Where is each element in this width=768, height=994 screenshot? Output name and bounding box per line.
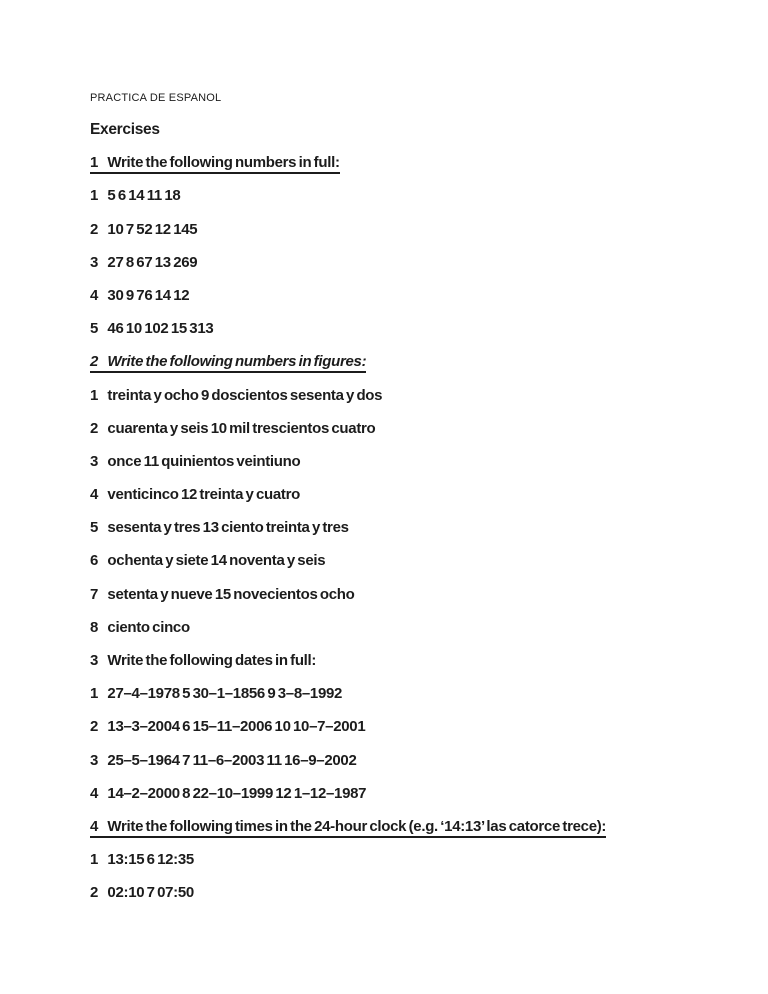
doc-line-number: 1 — [90, 187, 99, 205]
doc-line — [90, 553, 325, 569]
doc-line-number: 3 — [90, 452, 99, 470]
doc-line — [90, 155, 340, 174]
doc-line-number: 7 — [90, 585, 99, 603]
doc-line — [90, 487, 300, 503]
doc-line-number: 4 — [90, 286, 99, 304]
doc-line — [90, 288, 189, 304]
doc-line — [90, 786, 366, 802]
doc-row — [90, 187, 728, 203]
doc-line-text: 10 7 52 12 145 — [107, 220, 198, 238]
doc-line-text: 25–5–1964 7 11–6–2003 11 16–9–2002 — [107, 751, 357, 769]
doc-line — [90, 321, 213, 337]
doc-line — [90, 653, 316, 669]
doc-row — [90, 619, 728, 635]
doc-line-text: 27 8 67 13 269 — [107, 253, 198, 271]
doc-row — [90, 884, 728, 900]
doc-line-number: 1 — [90, 851, 99, 869]
doc-line-number: 1 — [90, 386, 99, 404]
doc-line-number: 4 — [90, 817, 99, 835]
doc-row — [90, 685, 728, 701]
doc-line — [90, 686, 342, 702]
doc-row — [90, 519, 728, 535]
doc-line-text: treinta y ocho 9 doscientos sesenta y dos — [107, 386, 383, 404]
doc-line-number: 2 — [90, 884, 99, 902]
doc-row — [90, 652, 728, 668]
doc-line-number: 4 — [90, 486, 99, 504]
doc-row — [90, 287, 728, 303]
doc-row — [90, 320, 728, 336]
doc-line-text: 5 6 14 11 18 — [107, 187, 181, 205]
doc-line-number: 1 — [90, 154, 99, 172]
doc-line-text: Write the following numbers in full: — [107, 154, 340, 172]
doc-line — [90, 421, 375, 437]
doc-line-text: sesenta y tres 13 ciento treinta y tres — [107, 519, 349, 537]
doc-line — [90, 587, 355, 603]
doc-row — [90, 818, 728, 834]
doc-line-number: 2 — [90, 220, 99, 238]
doc-row — [90, 254, 728, 270]
doc-line-text: 27–4–1978 5 30–1–1856 9 3–8–1992 — [107, 685, 343, 703]
doc-row — [90, 552, 728, 568]
doc-line-number: 3 — [90, 652, 99, 669]
doc-line — [90, 885, 194, 901]
doc-line-text: setenta y nueve 15 novecientos ocho — [107, 585, 355, 603]
doc-row — [90, 718, 728, 734]
doc-row — [90, 420, 728, 436]
doc-row — [90, 121, 728, 137]
doc-line-text: 46 10 102 15 313 — [107, 320, 214, 338]
doc-line-text: 30 9 76 14 12 — [107, 286, 190, 304]
doc-line-text: 02:10 7 07:50 — [107, 884, 194, 902]
doc-line-number: 3 — [90, 751, 99, 769]
doc-line-text: venticinco 12 treinta y cuatro — [107, 486, 300, 504]
doc-row — [90, 387, 728, 403]
doc-line-number: 3 — [90, 253, 99, 271]
doc-line — [90, 388, 382, 404]
doc-line-text: Write the following dates in full: — [107, 652, 317, 669]
doc-line-text: cuarenta y seis 10 mil trescientos cuatro — [107, 419, 376, 437]
doc-line-number: 6 — [90, 552, 99, 570]
doc-line-text: 13–3–2004 6 15–11–2006 10 10–7–2001 — [107, 718, 366, 736]
doc-line-number: 2 — [90, 718, 99, 736]
doc-line-number: 5 — [90, 320, 99, 338]
doc-line-text: ochenta y siete 14 noventa y seis — [107, 552, 326, 570]
doc-line-number: 8 — [90, 618, 99, 636]
doc-line-text: 13:15 6 12:35 — [107, 851, 194, 869]
doc-line — [90, 122, 160, 138]
doc-line — [90, 255, 197, 271]
doc-line — [90, 222, 197, 238]
doc-line — [90, 188, 180, 204]
doc-row — [90, 752, 728, 768]
doc-row — [90, 221, 728, 237]
doc-line-number: 2 — [90, 353, 99, 371]
doc-line-number: 4 — [90, 784, 99, 802]
doc-row — [90, 785, 728, 801]
doc-line — [90, 719, 365, 735]
doc-line — [90, 819, 606, 838]
doc-line-text: ciento cinco — [107, 618, 190, 636]
doc-line — [90, 620, 190, 636]
doc-line-number: 2 — [90, 419, 99, 437]
doc-row — [90, 586, 728, 602]
doc-line — [90, 753, 357, 769]
document-body — [90, 121, 728, 900]
doc-line-text: Write the following times in the 24-hour clock (e.g. ‘14:13’ las catorce trece): — [107, 817, 607, 835]
doc-row — [90, 353, 728, 369]
doc-line-number: 5 — [90, 519, 99, 537]
doc-line — [90, 520, 349, 536]
doc-row — [90, 486, 728, 502]
document-kicker: PRACTICA DE ESPANOL — [90, 92, 222, 104]
doc-row — [90, 453, 728, 469]
doc-line — [90, 852, 194, 868]
doc-line-text: once 11 quinientos veintiuno — [107, 452, 301, 470]
doc-line — [90, 454, 300, 470]
doc-row — [90, 851, 728, 867]
doc-line-text: 14–2–2000 8 22–10–1999 12 1–12–1987 — [107, 784, 367, 802]
doc-line — [90, 354, 366, 373]
doc-line-text: Write the following numbers in figures: — [107, 353, 367, 371]
doc-row — [90, 154, 728, 170]
doc-line-text: Exercises — [90, 121, 160, 138]
doc-line-number: 1 — [90, 685, 99, 703]
